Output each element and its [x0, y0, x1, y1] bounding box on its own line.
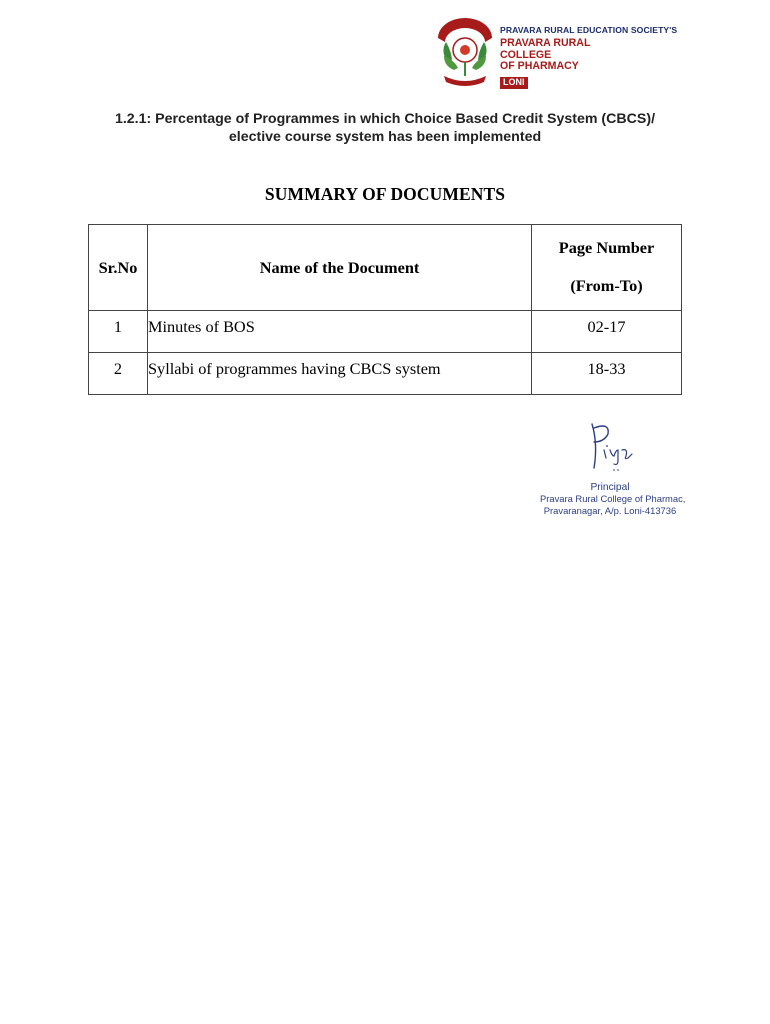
summary-title: SUMMARY OF DOCUMENTS [264, 184, 506, 204]
table-header-row [89, 225, 682, 311]
header-document-name: Name of the Document [148, 225, 532, 311]
header-page-number-label: Page Number [558, 237, 655, 257]
college-stamp-line1: Pravara Rural College of Pharmac, [540, 493, 686, 504]
header-from-to-label: (From-To) [570, 275, 643, 295]
criterion-line1: 1.2.1: Percentage of Programmes in which Choice Based Credit System (CBCS)/ [114, 111, 656, 127]
row-document-name: Minutes of BOS [148, 311, 532, 353]
location-badge: LONI [500, 77, 528, 89]
college-emblem-icon [430, 16, 500, 86]
college-logo [430, 16, 500, 86]
row-sr-no: 2 [89, 353, 148, 395]
row-page-range: 02-17 [532, 311, 682, 353]
principal-signature-block [540, 420, 686, 517]
principal-title: Principal [590, 482, 630, 493]
table-row [89, 311, 682, 353]
header-sr-no: Sr.No [89, 225, 148, 311]
table-row [89, 353, 682, 395]
society-name: PRAVARA RURAL EDUCATION SOCIETY'S [500, 25, 678, 35]
college-name-line1: PRAVARA RURAL COLLEGE [500, 37, 591, 61]
college-name [500, 38, 600, 71]
college-name-line2: OF PHARMACY [500, 59, 579, 72]
row-sr-no: 1 [89, 311, 148, 353]
handwritten-signature-icon [584, 420, 640, 476]
header-page-number [532, 225, 682, 311]
letterhead [500, 26, 677, 89]
college-stamp-line2: Pravaranagar, A/p. Loni-413736 [543, 505, 677, 516]
criterion-heading [60, 111, 710, 146]
criterion-line2: elective course system has been implemented [228, 128, 542, 145]
row-document-name: Syllabi of programmes having CBCS system [148, 353, 532, 395]
documents-table [88, 224, 682, 395]
row-page-range: 18-33 [532, 353, 682, 395]
